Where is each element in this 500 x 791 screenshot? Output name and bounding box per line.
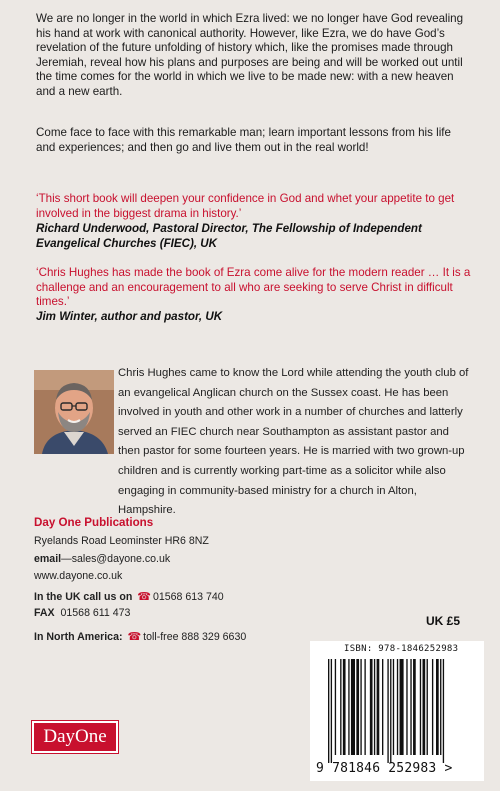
north-america-phone-number[interactable]: toll-free 888 329 6630 [143,631,247,643]
fax-number: 01568 611 473 [60,607,131,619]
publisher-address: Ryelands Road Leominster HR6 8NZ [34,535,209,547]
fax-label: FAX [34,607,55,619]
ean-right-group: 252983 [388,761,437,776]
ean-left-group: 781846 [332,761,381,776]
author-photo [34,370,114,454]
barcode-bar [387,659,388,763]
ean-end-marker: > [444,761,453,776]
barcode-bar [413,659,416,755]
barcode-bar [382,659,383,755]
barcode-bar [400,659,404,755]
endorsement-attribution-1: Richard Underwood, Pastoral Director, The Fellowship of Independent Evangelical Churches (FIEC), UK [36,222,422,250]
intro-paragraph-1: We are no longer in the world in which Ezra lived: we no longer have God revealing his hand at work with canonical authority. However, like Ezra, we do have God’s revelation of the future unfolding of history which, like the promises made through Jeremiah, reveal how his plans and purposes are being and will be worked out until the time comes for the world in which we live to be made new: with a new heaven and a new earth. [36,12,464,98]
barcode-bar [423,659,426,755]
publisher-website[interactable]: www.dayone.co.uk [34,570,123,582]
barcode-bar [370,659,373,755]
barcode-bar [374,659,375,755]
barcode-bar [390,659,391,763]
barcode-bar [377,659,380,755]
ean-first-digit: 9 [316,761,325,776]
barcode-bar [328,659,329,763]
barcode-bar [410,659,411,755]
barcode-bar [340,659,341,755]
ean-digits [316,761,453,776]
endorsement-quote-1: ‘This short book will deepen your confidence in God and whet your appetite to get involved in the biggest drama in history.’ [36,192,455,220]
email-address[interactable]: —sales@dayone.co.uk [61,553,171,565]
dayone-logo: DayOne [32,721,118,753]
barcode-bar [406,659,407,755]
fax-line [34,607,130,619]
telephone-icon: ☎ [137,591,151,603]
barcode-bar [427,659,428,755]
barcode-bar [440,659,441,755]
uk-phone-line [34,590,224,603]
publisher-name: Day One Publications [34,516,154,529]
uk-call-label: In the UK call us on [34,591,133,603]
barcode-bar [335,659,336,755]
barcode-bar [331,659,332,763]
barcode-bar [348,659,349,755]
barcode-bar [393,659,394,755]
barcode-bar [364,659,365,755]
north-america-label: In North America: [34,631,123,643]
price-label: UK £5 [426,614,461,628]
barcode-bar [436,659,439,755]
uk-phone-number[interactable]: 01568 613 740 [152,591,224,603]
barcode-bar [360,659,361,755]
telephone-icon: ☎ [127,631,142,643]
isbn-barcode [310,641,484,781]
barcode-bar [432,659,433,755]
isbn-text: ISBN: 978-1846252983 [344,644,459,654]
publisher-email-line [34,553,170,565]
barcode-bar [397,659,398,755]
intro-paragraph-2: Come face to face with this remarkable man; learn important lessons from his life and experiences; and then go and live them out in the real world! [36,126,451,154]
barcode-bar [351,659,355,755]
endorsement-quote-2: ‘Chris Hughes has made the book of Ezra come alive for the modern reader … It is a challenge and an encouragement to all who are seeking to serve Christ in difficult times.’ [36,266,471,309]
email-label: email [34,553,62,565]
author-bio: Chris Hughes came to know the Lord while attending the youth club of an evangelical Anglican church on the Sussex coast. He has been involved in youth and other work in a number of churches and latterly served an FIEC church near Southampton as assistant pastor and then pastor for some fourteen years. He is married with two grown-up children and is currently working part-time as a solicitor while also engaging in community-based ministry for a church in Alton, Hampshire. [118,367,469,517]
north-america-phone-line [34,630,246,643]
barcode-bars [316,659,478,763]
endorsement-attribution-2: Jim Winter, author and pastor, UK [36,310,223,323]
barcode-bar [343,659,346,755]
barcode-bar [356,659,359,755]
barcode-bar [420,659,421,755]
barcode-bar [443,659,444,763]
